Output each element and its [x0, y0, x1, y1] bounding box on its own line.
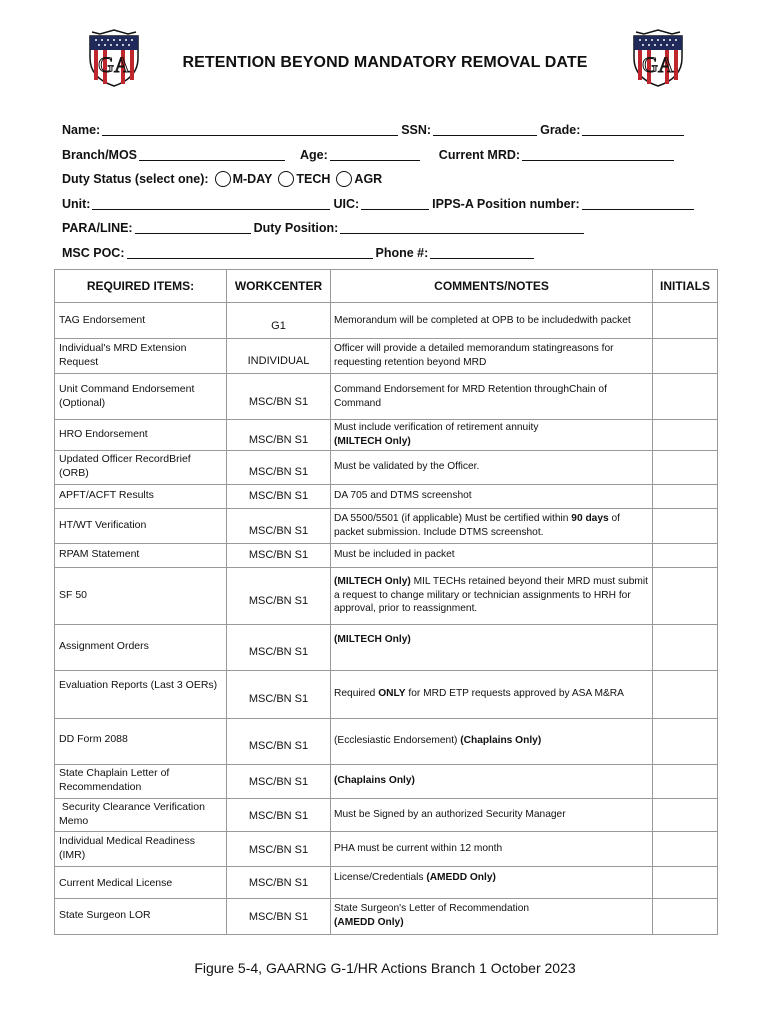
radio-agr[interactable] [336, 171, 352, 187]
comment-notes [331, 718, 653, 764]
comment-text: Must be included in packet [334, 549, 455, 561]
field-row-unit [62, 192, 722, 217]
comment-notes [331, 764, 653, 798]
required-item: State Surgeon LOR [55, 898, 227, 934]
required-item: Updated Officer RecordBrief (ORB) [55, 450, 227, 484]
comment-text: Memorandum will be completed at OPB to be includedwith packet [334, 314, 631, 326]
table-row [55, 670, 718, 718]
required-item: DD Form 2088 [55, 718, 227, 764]
grade-field[interactable] [582, 124, 684, 136]
initials-cell[interactable] [653, 567, 718, 624]
table-row [55, 798, 718, 831]
comment-text: MIL TECHs retained beyond their MRD must submit a request to change military or technician assignments to HRH for approval, prior to reassignment. [334, 575, 649, 615]
header-initials: INITIALS [653, 270, 718, 303]
comment-text: Must include verification of retirement annuity [334, 422, 539, 433]
phone-label: Phone #: [375, 245, 429, 260]
required-item: Individual Medical Readiness (IMR) [55, 831, 227, 866]
table-row [55, 831, 718, 866]
comment-emphasis: (MILTECH Only) [334, 435, 411, 447]
workcenter: MSC/BN S1 [227, 866, 331, 898]
seal-lettering: GA [98, 52, 130, 77]
workcenter: MSC/BN S1 [227, 484, 331, 508]
workcenter: MSC/BN S1 [227, 764, 331, 798]
comment-text: Required [334, 688, 379, 700]
initials-cell[interactable] [653, 420, 718, 451]
required-item: Assignment Orders [55, 624, 227, 670]
workcenter: INDIVIDUAL [227, 339, 331, 374]
comment-notes [331, 831, 653, 866]
required-item: TAG Endorsement [55, 303, 227, 339]
workcenter: MSC/BN S1 [227, 718, 331, 764]
comment-notes [331, 303, 653, 339]
workcenter: MSC/BN S1 [227, 898, 331, 934]
comment-notes [331, 484, 653, 508]
comment-emphasis: (Chaplains Only) [460, 735, 542, 747]
workcenter: MSC/BN S1 [227, 420, 331, 451]
uic-label: UIC: [333, 196, 360, 211]
header-comments-notes: COMMENTS/NOTES [331, 270, 653, 303]
duty-position-field[interactable] [340, 222, 584, 234]
initials-cell[interactable] [653, 339, 718, 374]
required-item: State Chaplain Letter of Recommendation [55, 764, 227, 798]
table-row [55, 543, 718, 567]
field-row-msc-poc [62, 241, 722, 266]
initials-cell[interactable] [653, 303, 718, 339]
comment-notes [331, 374, 653, 420]
initials-cell[interactable] [653, 798, 718, 831]
para-line-field[interactable] [135, 222, 251, 234]
form-title: RETENTION BEYOND MANDATORY REMOVAL DATE [182, 54, 588, 71]
field-row-name [62, 118, 722, 143]
required-item: RPAM Statement [55, 543, 227, 567]
initials-cell[interactable] [653, 670, 718, 718]
initials-cell[interactable] [653, 508, 718, 543]
comment-notes [331, 567, 653, 624]
required-item: HRO Endorsement [55, 420, 227, 451]
initials-cell[interactable] [653, 831, 718, 866]
comment-text: Command Endorsement for MRD Retention throughChain of Command [334, 383, 607, 409]
initials-cell[interactable] [653, 898, 718, 934]
comment-notes [331, 543, 653, 567]
workcenter: MSC/BN S1 [227, 374, 331, 420]
comment-notes [331, 798, 653, 831]
workcenter: G1 [227, 303, 331, 339]
comment-text: DA 5500/5501 (if applicable) Must be certified within [334, 512, 572, 524]
comment-notes [331, 420, 653, 451]
workcenter: MSC/BN S1 [227, 450, 331, 484]
comment-notes [331, 670, 653, 718]
comment-emphasis: ONLY [378, 688, 406, 700]
initials-cell[interactable] [653, 543, 718, 567]
header-workcenter: WORKCENTER [227, 270, 331, 303]
table-row [55, 508, 718, 543]
current-mrd-label: Current MRD: [438, 147, 521, 162]
required-item: HT/WT Verification [55, 508, 227, 543]
required-item: Evaluation Reports (Last 3 OERs) [55, 670, 227, 718]
name-label: Name: [62, 123, 101, 138]
comment-emphasis: (AMEDD Only) [334, 917, 404, 929]
current-mrd-field[interactable] [522, 149, 674, 161]
required-item: Security Clearance Verification Memo [55, 798, 227, 831]
table-row [55, 303, 718, 339]
required-item: APFT/ACFT Results [55, 484, 227, 508]
initials-cell[interactable] [653, 450, 718, 484]
comment-emphasis: (Chaplains Only) [334, 775, 415, 787]
initials-cell[interactable] [653, 624, 718, 670]
ssn-label: SSN: [401, 123, 432, 138]
comment-notes [331, 508, 653, 543]
initials-cell[interactable] [653, 484, 718, 508]
duty-option-tech: TECH [296, 172, 331, 187]
table-row [55, 484, 718, 508]
msc-poc-field[interactable] [127, 247, 373, 259]
workcenter: MSC/BN S1 [227, 798, 331, 831]
requirements-table [54, 269, 718, 935]
workcenter: MSC/BN S1 [227, 508, 331, 543]
comment-notes [331, 866, 653, 898]
figure-caption: Figure 5-4, GAARNG G-1/HR Actions Branch 1 October 2023 [194, 960, 576, 976]
comment-notes [331, 450, 653, 484]
radio-tech[interactable] [278, 171, 294, 187]
phone-field[interactable] [430, 247, 534, 259]
duty-position-label: Duty Position: [253, 221, 339, 236]
required-item: Individual's MRD Extension Request [55, 339, 227, 374]
field-row-branch [62, 143, 722, 168]
age-label: Age: [300, 147, 328, 162]
table-header-row [55, 270, 718, 303]
initials-cell[interactable] [653, 866, 718, 898]
table-row [55, 420, 718, 451]
header-required-items: REQUIRED ITEMS: [55, 270, 227, 303]
unit-label: Unit: [62, 196, 91, 211]
comment-text: PHA must be current within 12 month [334, 842, 503, 854]
msc-poc-label: MSC POC: [62, 245, 125, 260]
age-field[interactable] [330, 149, 420, 161]
table-row [55, 624, 718, 670]
comment-text: Must be Signed by an authorized Security Manager [334, 808, 566, 820]
comment-text: for MRD ETP requests approved by ASA M&RA [405, 688, 624, 700]
ipps-a-field[interactable] [582, 198, 694, 210]
comment-text: (Ecclesiastic Endorsement) [334, 735, 461, 747]
initials-cell[interactable] [653, 374, 718, 420]
table-body [55, 303, 718, 935]
required-item: Unit Command Endorsement (Optional) [55, 374, 227, 420]
workcenter: MSC/BN S1 [227, 670, 331, 718]
workcenter: MSC/BN S1 [227, 567, 331, 624]
table-row [55, 374, 718, 420]
comment-notes [331, 898, 653, 934]
ipps-a-label: IPPS-A Position number: [432, 196, 580, 211]
table-row [55, 339, 718, 374]
table-row [55, 898, 718, 934]
comment-emphasis: (MILTECH Only) [334, 575, 411, 587]
workcenter: MSC/BN S1 [227, 543, 331, 567]
comment-text: Officer will provide a detailed memorandum statingreasons for requesting retention beyond MRD [334, 343, 614, 368]
comment-emphasis: (MILTECH Only) [334, 633, 411, 645]
comment-notes [331, 624, 653, 670]
required-item: Current Medical License [55, 866, 227, 898]
comment-text: License/Credentials [334, 871, 427, 883]
table-row [55, 450, 718, 484]
table-row [55, 764, 718, 798]
workcenter: MSC/BN S1 [227, 624, 331, 670]
comment-emphasis: (AMEDD Only) [426, 871, 496, 883]
personal-info-fields [62, 118, 722, 265]
name-field[interactable] [102, 124, 398, 136]
uic-field[interactable] [361, 198, 429, 210]
field-row-duty-status [62, 167, 722, 192]
field-row-para-line [62, 216, 722, 241]
table-row [55, 866, 718, 898]
initials-cell[interactable] [653, 718, 718, 764]
grade-label: Grade: [540, 123, 581, 138]
duty-status-label: Duty Status (select one): [62, 172, 209, 187]
comment-text: Must be validated by the Officer. [334, 461, 480, 473]
comment-text: of packet submission. Include DTMS screenshot. [334, 512, 620, 538]
duty-option-agr: AGR [354, 172, 383, 187]
para-line-label: PARA/LINE: [62, 221, 133, 236]
seal-lettering: GA [642, 52, 674, 77]
comment-text: State Surgeon's Letter of Recommendation [334, 903, 530, 915]
table-row [55, 567, 718, 624]
comment-notes [331, 339, 653, 374]
unit-field[interactable] [92, 198, 330, 210]
ssn-field[interactable] [433, 124, 537, 136]
branch-mos-label: Branch/MOS [62, 147, 138, 162]
duty-option-mday: M-DAY [232, 172, 273, 187]
table-row [55, 718, 718, 764]
branch-mos-field[interactable] [139, 149, 285, 161]
initials-cell[interactable] [653, 764, 718, 798]
radio-mday[interactable] [215, 171, 231, 187]
comment-emphasis: 90 days [571, 512, 609, 524]
workcenter: MSC/BN S1 [227, 831, 331, 866]
comment-text: DA 705 and DTMS screenshot [334, 490, 472, 502]
required-item: SF 50 [55, 567, 227, 624]
